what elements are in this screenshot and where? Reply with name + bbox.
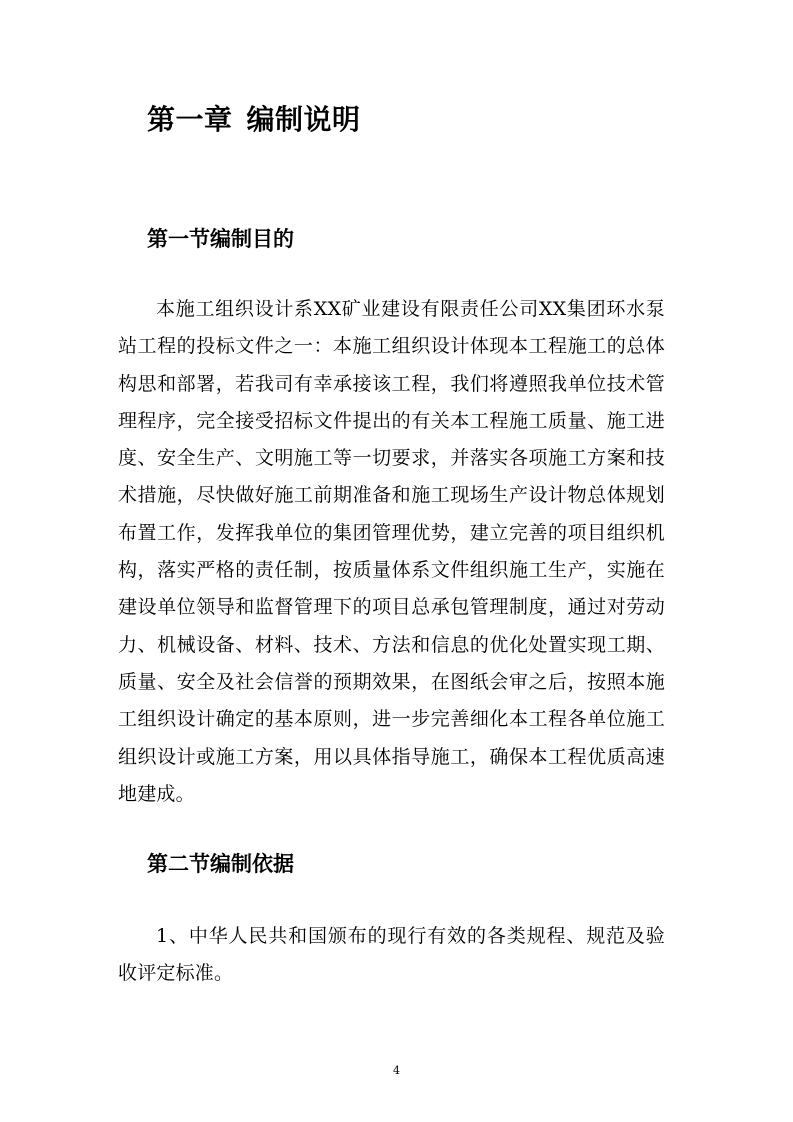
paragraph-purpose: 本施工组织设计系XX矿业建设有限责任公司XX集团环水泵站工程的投标文件之一：本施工组织设计体现本工程施工的总体构思和部署，若我司有幸承接该工程，我们将遵照我单位技术管理程序，完全接受招标文件提出的有关本工程施工质量、施工进度、安全生产、文明施工等一切要求，并落实各项施工方案和技术措施，尽快做好施工前期准备和施工现场生产设计物总体规划布置工作，发挥我单位的集团管理优势，建立完善的项目组织机构，落实严格的责任制，按质量体系文件组织施工生产，实施在建设单位领导和监督管理下的项目总承包管理制度，通过对劳动力、机械设备、材料、技术、方法和信息的优化处置实现工期、质量、安全及社会信誉的预期效果，在图纸会审之后，按照本施工组织设计确定的基本原则，进一步完善细化本工程各单位施工组织设计或施工方案，用以具体指导施工，确保本工程优质高速地建成。 [118, 298, 665, 805]
page-number: 4 [393, 1064, 400, 1077]
section-title-basis: 第二节编制依据 [147, 852, 294, 876]
chapter-number: 第一章 [147, 103, 233, 136]
paragraph-basis-item-1: 1、中华人民共和国颁布的现行有效的各类规程、规范及验收评定标准。 [118, 925, 665, 985]
chapter-name: 编制说明 [246, 103, 361, 136]
section-title-purpose: 第一节编制目的 [147, 227, 294, 251]
chapter-title [147, 100, 361, 140]
